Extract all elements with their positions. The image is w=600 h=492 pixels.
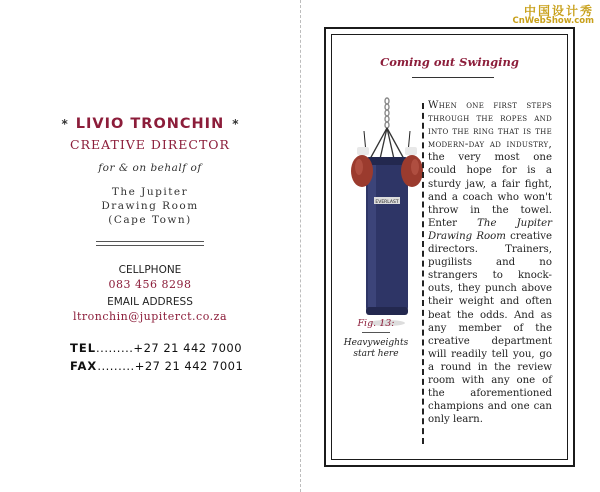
fax-label: FAX bbox=[70, 359, 98, 373]
star-left: * bbox=[61, 117, 68, 131]
story-body-2: creative directors. Trainers, pugilists and no strangers to knock-outs, they punch above their weight and often beat the odds. And as any member of the creative department will readily tell you, go a round in the review room with any one of the aforementioned champions and one can only learn. bbox=[428, 230, 552, 426]
fax-value: .........+27 21 442 7001 bbox=[97, 359, 244, 373]
figure-caption: Heavyweights start here bbox=[343, 338, 409, 359]
company-line-3: (Cape Town) bbox=[108, 214, 192, 226]
email-label: EMAIL ADDRESS bbox=[107, 296, 193, 308]
fax-line bbox=[70, 359, 243, 373]
tel-label: TEL bbox=[70, 341, 97, 355]
tel-value: .........+27 21 442 7000 bbox=[96, 341, 243, 355]
story-lead: When one first steps through the ropes and into the ring that is the modern-day ad industry, bbox=[428, 100, 552, 151]
company-line-2: Drawing Room bbox=[101, 200, 199, 212]
email-value[interactable]: ltronchin@jupiterct.co.za bbox=[72, 310, 227, 323]
tel-line bbox=[70, 341, 242, 355]
cellphone-value: 083 456 8298 bbox=[108, 278, 192, 291]
star-right: * bbox=[232, 117, 239, 131]
double-rule-divider bbox=[96, 241, 204, 246]
person-name: LIVIO TRONCHIN bbox=[75, 116, 225, 132]
business-card-back bbox=[324, 27, 575, 467]
watermark-chinese: 中国设计秀 bbox=[523, 4, 594, 18]
center-fold-line bbox=[300, 0, 301, 492]
story-paragraph bbox=[428, 99, 552, 426]
heading-rule bbox=[412, 77, 494, 78]
card-heading: Coming out Swinging bbox=[380, 55, 519, 69]
on-behalf-line: for & on behalf of bbox=[98, 162, 202, 174]
bag-straps bbox=[370, 128, 404, 159]
company-name bbox=[0, 185, 300, 227]
company-line-1: The Jupiter bbox=[111, 186, 189, 198]
bag-chain bbox=[385, 98, 389, 128]
figure-label: Fig. 13: bbox=[357, 318, 395, 329]
figure-rule bbox=[362, 332, 390, 333]
cellphone-label: CELLPHONE bbox=[118, 264, 182, 276]
bag-brand-text: EVERLAST bbox=[375, 200, 399, 205]
watermark-site: CnWebShow.com bbox=[512, 16, 594, 26]
dashed-column-divider bbox=[422, 103, 424, 444]
inner-frame bbox=[331, 34, 568, 460]
job-title: CREATIVE DIRECTOR bbox=[70, 137, 230, 152]
name-line bbox=[0, 116, 300, 132]
story-body-1: the very most one could hope for is a sturdy jaw, a fair fight, and a coach who won't throw in the towel. Enter bbox=[428, 152, 552, 229]
story-company-name: The Jupiter Drawing Room bbox=[428, 217, 552, 242]
punching-bag-illustration bbox=[346, 97, 428, 327]
